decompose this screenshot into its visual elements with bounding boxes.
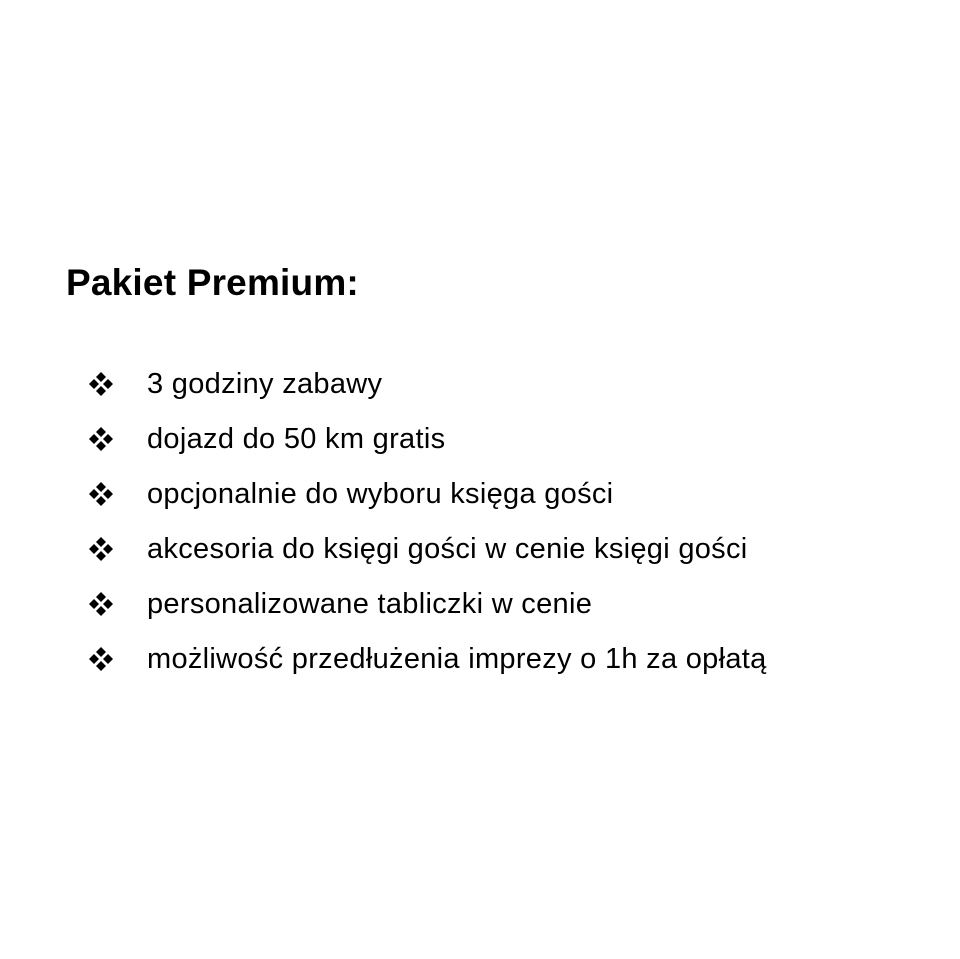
list-item-text: 3 godziny zabawy: [147, 367, 383, 400]
page-title: Pakiet Premium:: [66, 262, 359, 303]
four-diamond-bullet-icon: [88, 426, 114, 452]
four-diamond-bullet-icon: [88, 591, 114, 617]
feature-list: [88, 356, 767, 686]
list-item: [88, 521, 767, 576]
list-item-text: dojazd do 50 km gratis: [147, 422, 446, 455]
list-item-text: akcesoria do księgi gości w cenie księgi gości: [147, 532, 748, 565]
four-diamond-bullet-icon: [88, 371, 114, 397]
four-diamond-bullet-icon: [88, 481, 114, 507]
four-diamond-bullet-icon: [88, 536, 114, 562]
list-item: [88, 576, 767, 631]
list-item: [88, 411, 767, 466]
list-item: [88, 356, 767, 411]
list-item: [88, 466, 767, 521]
list-item-text: możliwość przedłużenia imprezy o 1h za opłatą: [147, 642, 767, 675]
list-item-text: personalizowane tabliczki w cenie: [147, 587, 593, 620]
list-item-text: opcjonalnie do wyboru księga gości: [147, 477, 614, 510]
four-diamond-bullet-icon: [88, 646, 114, 672]
list-item: [88, 631, 767, 686]
